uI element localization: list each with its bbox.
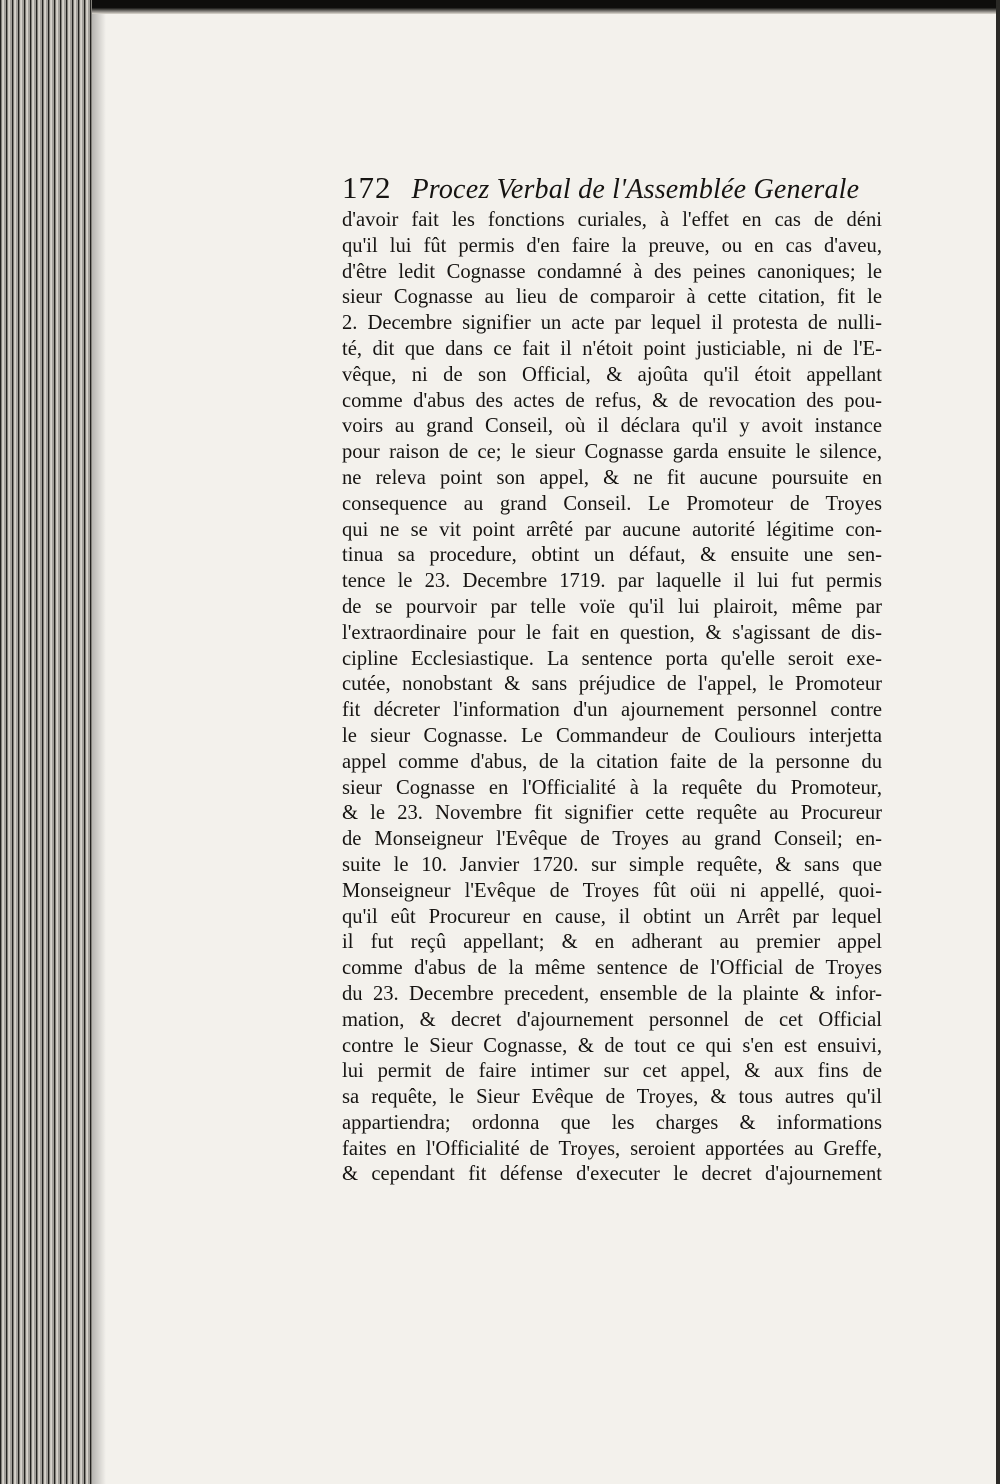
text-line: comme d'abus des actes de refus, & de revocation des pou- xyxy=(342,389,882,412)
body-text xyxy=(342,208,882,1188)
scan-top-border xyxy=(92,0,1000,14)
text-line: & cependant fit défense d'executer le decret d'ajournement xyxy=(342,1163,882,1186)
text-line: cipline Ecclesiastique. La sentence porta qu'elle seroit exe- xyxy=(342,647,882,670)
text-line: du 23. Decembre precedent, ensemble de la plainte & infor- xyxy=(342,982,882,1005)
scan-right-border xyxy=(996,0,1000,1484)
text-line: fit décreter l'information d'un ajournement personnel contre xyxy=(342,699,882,722)
text-line: d'être ledit Cognasse condamné à des peines canoniques; le xyxy=(342,260,882,283)
text-line: l'extraordinaire pour le fait en question, & s'agissant de dis- xyxy=(342,621,882,644)
text-line: té, dit que dans ce fait il n'étoit point justiciable, ni de l'E- xyxy=(342,337,882,360)
book-page-edges xyxy=(0,0,92,1484)
text-line: & le 23. Novembre fit signifier cette requête au Procureur xyxy=(342,802,882,825)
text-line: appel comme d'abus, de la citation faite de la personne du xyxy=(342,750,882,773)
text-line: faites en l'Officialité de Troyes, seroient apportées au Greffe, xyxy=(342,1137,882,1160)
running-title: Procez Verbal de l'Assemblée Generale xyxy=(411,174,860,205)
text-line: tinua sa procedure, obtint un défaut, & ensuite une sen- xyxy=(342,544,882,567)
gutter-shadow xyxy=(92,0,106,1484)
text-line: qu'il eût Procureur en cause, il obtint un Arrêt par lequel xyxy=(342,905,882,928)
text-line: suite le 10. Janvier 1720. sur simple requête, & sans que xyxy=(342,853,882,876)
text-line: Monseigneur l'Evêque de Troyes fût oüi ni appellé, quoi- xyxy=(342,879,882,902)
text-line: d'avoir fait les fonctions curiales, à l'effet en cas de déni xyxy=(342,209,882,231)
text-line: mation, & decret d'ajournement personnel de cet Official xyxy=(342,1008,882,1031)
text-line: ne releva point son appel, & ne fit aucune poursuite en xyxy=(342,466,882,489)
text-line: sieur Cognasse en l'Officialité à la requête du Promoteur, xyxy=(342,776,882,799)
text-line: qui ne se vit point arrêté par aucune autorité légitime con- xyxy=(342,518,882,541)
text-line: tence le 23. Decembre 1719. par laquelle il lui fut permis xyxy=(342,570,882,593)
page-number: 172 xyxy=(342,170,392,205)
text-line: cutée, nonobstant & sans préjudice de l'appel, le Promoteur xyxy=(342,673,882,696)
text-line: sa requête, le Sieur Evêque de Troyes, & tous autres qu'il xyxy=(342,1086,882,1109)
text-line: comme d'abus de la même sentence de l'Official de Troyes xyxy=(342,957,882,980)
text-line: le sieur Cognasse. Le Commandeur de Couliours interjetta xyxy=(342,724,882,747)
text-line: qu'il lui fût permis d'en faire la preuve, ou en cas d'aveu, xyxy=(342,234,882,257)
text-line: consequence au grand Conseil. Le Promoteur de Troyes xyxy=(342,492,882,515)
text-line: contre le Sieur Cognasse, & de tout ce qui s'en est ensuivi, xyxy=(342,1034,882,1057)
text-line: de Monseigneur l'Evêque de Troyes au grand Conseil; en- xyxy=(342,828,882,851)
text-line: de se pourvoir par telle voïe qu'il lui plairoit, même par xyxy=(342,595,882,618)
text-line: 2. Decembre signifier un acte par lequel il protesta de nulli- xyxy=(342,312,882,335)
text-line: pour raison de ce; le sieur Cognasse garda ensuite le silence, xyxy=(342,441,882,464)
text-line: voirs au grand Conseil, où il déclara qu'il y avoit instance xyxy=(342,415,882,438)
text-line: lui permit de faire intimer sur cet appel, & aux fins de xyxy=(342,1060,882,1083)
text-line: il fut reçû appellant; & en adherant au premier appel xyxy=(342,931,882,954)
text-line: vêque, ni de son Official, & ajoûta qu'il étoit appellant xyxy=(342,363,882,386)
text-line: appartiendra; ordonna que les charges & informations xyxy=(342,1111,882,1134)
text-line: sieur Cognasse au lieu de comparoir à cette citation, fit le xyxy=(342,286,882,309)
